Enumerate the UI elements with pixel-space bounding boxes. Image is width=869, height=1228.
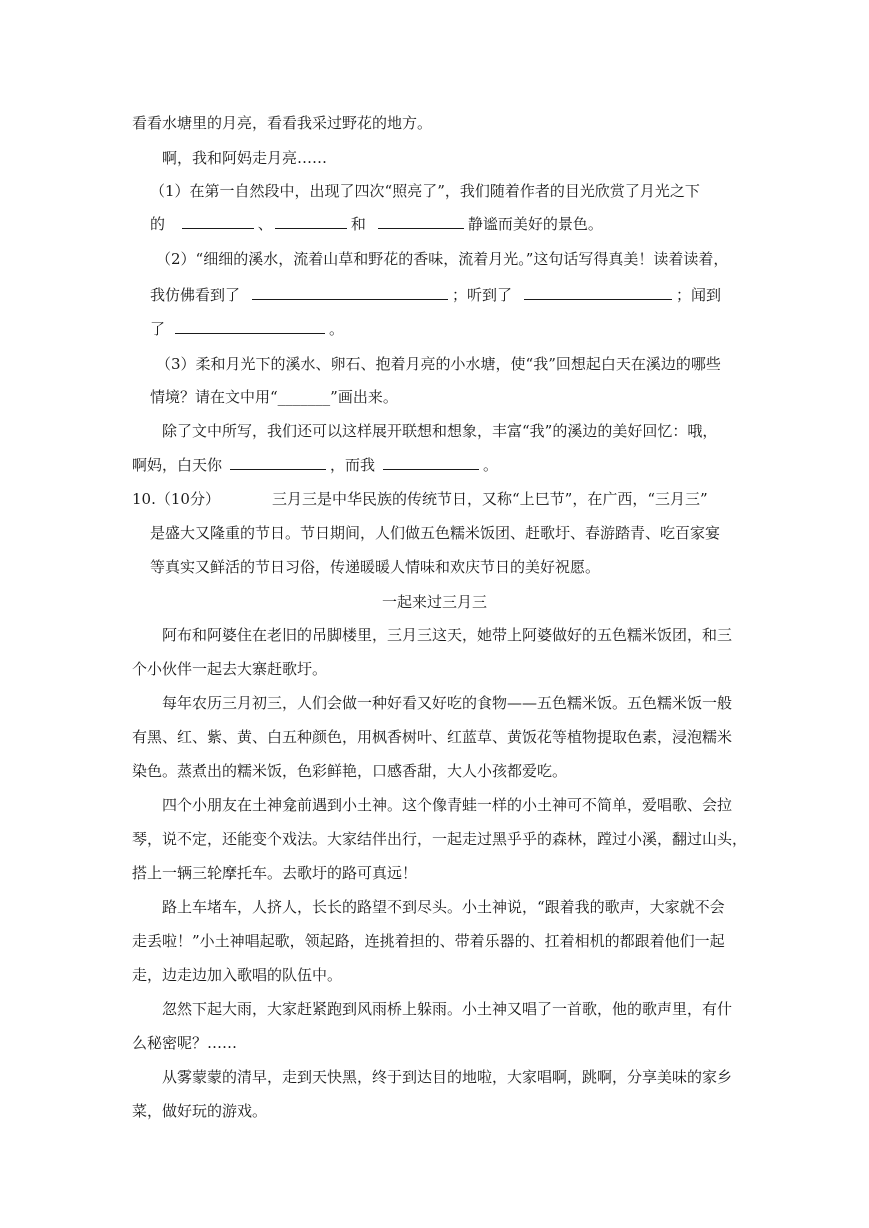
q3-prefix: 啊妈，白天你 bbox=[132, 456, 223, 474]
story-title: 一起来过三月三 bbox=[381, 593, 487, 611]
story-line: 搭上一辆三轮摩托车。去歌圩的路可真远！ bbox=[132, 864, 418, 882]
story-line: 忽然下起大雨，大家赶紧跑到风雨桥上躲雨。小土神又唱了一首歌，他的歌声里，有什 bbox=[162, 1000, 733, 1018]
passage-line: 啊，我和阿妈走月亮…… bbox=[162, 149, 328, 167]
q2-mid: ；听到了 bbox=[452, 286, 513, 304]
question-3-text: 情境？请在文中用“_______”画出来。 bbox=[150, 388, 398, 406]
question-1-blanks bbox=[150, 213, 603, 235]
q3-mid: ，而我 bbox=[330, 456, 376, 474]
question-2-text: （2）“细细的溪水，流着山草和野花的香味，流着月光。”这句话写得真美！读着读着， bbox=[156, 250, 729, 268]
question-1-text: （1）在第一自然段中，出现了四次“照亮了”，我们随着作者的目光欣赏了月光之下 bbox=[150, 182, 700, 200]
q2-end: 。 bbox=[329, 320, 345, 338]
q3-end: 。 bbox=[483, 456, 499, 474]
question-3-text: （3）柔和月光下的溪水、卵石、抱着月亮的小水塘，使“我”回想起白天在溪边的哪些 bbox=[156, 355, 721, 373]
question-10-text: 三月三是中华民族的传统节日，又称“上巳节”，在广西，“三月三” bbox=[272, 490, 708, 508]
story-line: 个小伙伴一起去大寨赶歌圩。 bbox=[132, 660, 328, 678]
story-line: 四个小朋友在土神龛前遇到小土神。这个像青蛙一样的小土神可不简单，爱唱歌、会拉 bbox=[162, 796, 733, 814]
q1-prefix: 的 bbox=[150, 215, 166, 233]
story-line: 琴，说不定，还能变个戏法。大家结伴出行，一起走过黑乎乎的森林，蹚过小溪，翻过山头， bbox=[132, 830, 748, 848]
q1-sep: 和 bbox=[350, 215, 366, 233]
story-line: 路上车堵车，人挤人，长长的路望不到尽头。小土神说，“跟着我的歌声，大家就不会 bbox=[162, 898, 725, 916]
answer-blank[interactable] bbox=[182, 213, 254, 229]
story-line: 有黑、红、紫、黄、白五种颜色，用枫香树叶、红蓝草、黄饭花等植物提取色素，浸泡糯米 bbox=[132, 728, 733, 746]
answer-blank[interactable] bbox=[175, 318, 325, 334]
answer-blank[interactable] bbox=[252, 284, 448, 300]
question-10-text: 是盛大又隆重的节日。节日期间，人们做五色糯米饭团、赶歌圩、春游踏青、吃百家宴 bbox=[150, 524, 721, 542]
q2-prefix: 我仿佛看到了 bbox=[150, 286, 241, 304]
story-line: 从雾蒙蒙的清早，走到天快黑，终于到达目的地啦，大家唱啊，跳啊，分享美味的家乡 bbox=[162, 1068, 733, 1086]
q2-end: ；闻到 bbox=[676, 286, 722, 304]
question-2-blanks-2 bbox=[150, 318, 344, 340]
q2-prefix: 了 bbox=[150, 320, 166, 338]
q1-end: 静谧而美好的景色。 bbox=[467, 215, 603, 233]
story-line: 阿布和阿婆住在老旧的吊脚楼里，三月三这天，她带上阿婆做好的五色糯米饭团，和三 bbox=[162, 626, 733, 644]
question-10-text: 等真实又鲜活的节日习俗，传递暖暖人情味和欢庆节日的美好祝愿。 bbox=[150, 558, 601, 576]
story-line: 走，边走边加入歌唱的队伍中。 bbox=[132, 966, 343, 984]
answer-blank[interactable] bbox=[230, 454, 326, 470]
answer-blank[interactable] bbox=[383, 454, 479, 470]
story-line: 每年农历三月初三，人们会做一种好看又好吃的食物——五色糯米饭。五色糯米饭一般 bbox=[162, 694, 733, 712]
question-3-text: 除了文中所写，我们还可以这样展开联想和想象，丰富“我”的溪边的美好回忆：哦， bbox=[162, 422, 718, 440]
question-2-blanks bbox=[150, 284, 721, 306]
answer-blank[interactable] bbox=[378, 213, 464, 229]
story-line: 菜，做好玩的游戏。 bbox=[132, 1102, 268, 1120]
story-line: 染色。蒸煮出的糯米饭，色彩鲜艳，口感香甜，大人小孩都爱吃。 bbox=[132, 762, 568, 780]
question-3-blanks bbox=[132, 454, 498, 476]
question-10-number: 10.（10分） bbox=[132, 490, 220, 508]
story-line: 走丢啦！”小土神唱起歌，领起路，连挑着担的、带着乐器的、扛着相机的都跟着他们一起 bbox=[132, 932, 725, 950]
story-line: 么秘密呢？…… bbox=[132, 1034, 238, 1052]
q1-sep: 、 bbox=[257, 215, 273, 233]
passage-line: 看看水塘里的月亮，看看我采过野花的地方。 bbox=[132, 114, 433, 132]
answer-blank[interactable] bbox=[275, 213, 347, 229]
answer-blank[interactable] bbox=[524, 284, 672, 300]
